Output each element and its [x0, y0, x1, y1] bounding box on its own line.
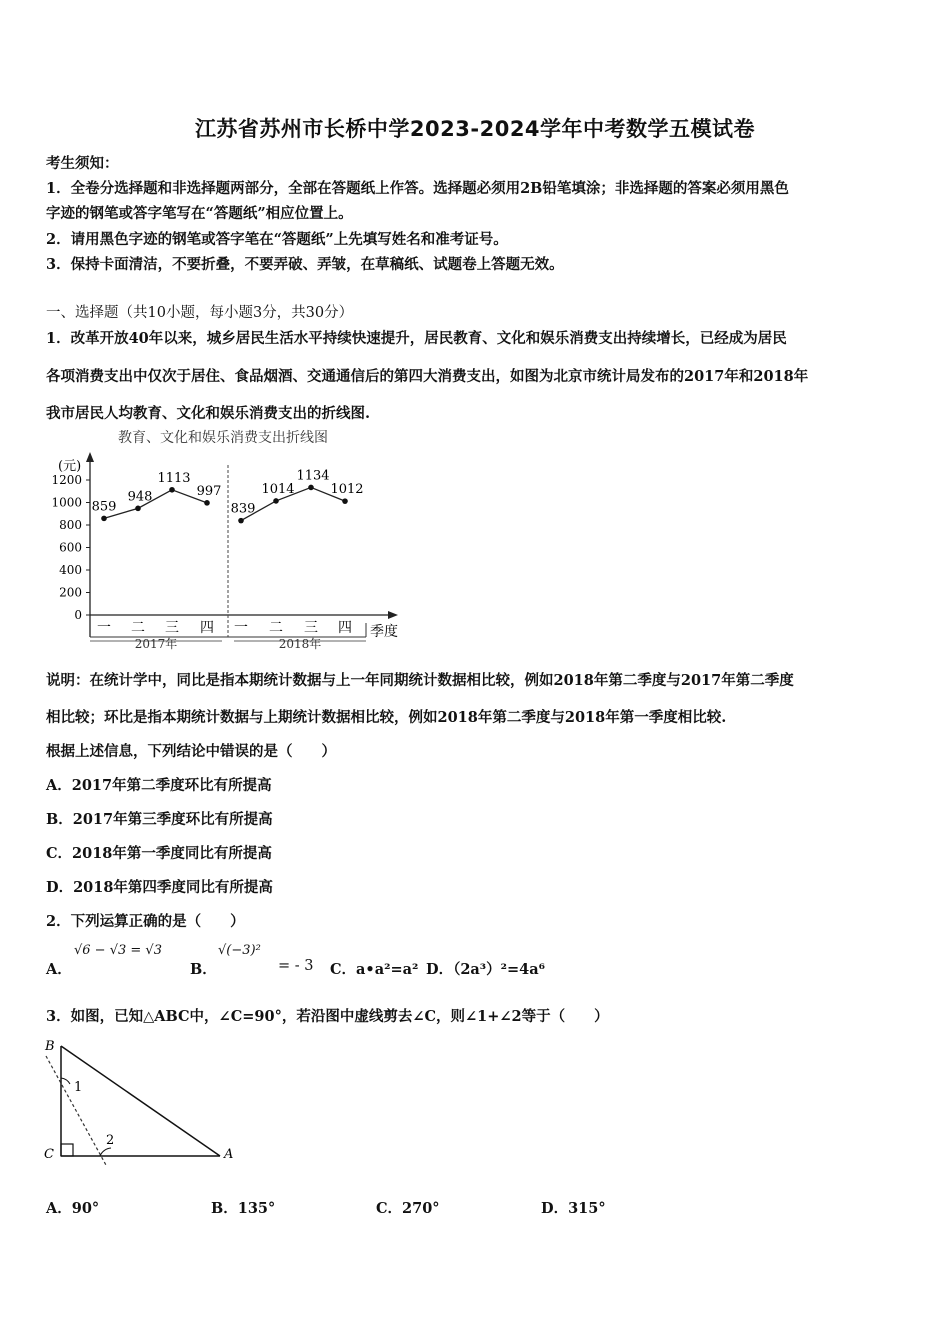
angle-1-label: 1 [74, 1080, 83, 1095]
angle-2-arc [100, 1148, 111, 1156]
x-category-8: 四 [338, 620, 352, 636]
y-tick-label-600: 600 [59, 540, 82, 555]
data-point-2018年-4 [342, 498, 348, 504]
angle-1-arc [61, 1078, 70, 1084]
side-ab [61, 1046, 220, 1156]
q3-option-a[interactable]: A．90° [46, 1200, 100, 1217]
notice-line-1a: 1．全卷分选择题和非选择题两部分，全部在答题纸上作答。选择题必须用2B铅笔填涂；非选择题的答案必须用黑色 [46, 180, 789, 197]
data-point-2017年-1 [101, 516, 107, 522]
triangle-figure [40, 1036, 245, 1166]
x-category-5: 一 [234, 620, 248, 636]
data-point-2017年-2 [135, 506, 141, 512]
series-line-2017年 [104, 490, 207, 519]
q1-line-2: 各项消费支出中仅次于居住、食品烟酒、交通通信后的第四大消费支出，如图为北京市统计局发布的2017年和2018年 [46, 368, 809, 385]
q1-option-d[interactable]: D．2018年第四季度同比有所提高 [46, 879, 273, 896]
q2-option-a-label[interactable]: A． [46, 961, 72, 978]
x-category-3: 三 [165, 620, 179, 636]
q2-option-c[interactable]: C．a•a²=a² [330, 961, 419, 978]
q2-option-b-rest: = - 3 [278, 958, 314, 974]
notice-line-3: 3．保持卡面清洁，不要折叠，不要弄破、弄皱，在草稿纸、试题卷上答题无效。 [46, 256, 564, 273]
data-point-2017年-4 [204, 500, 210, 506]
page-title: 江苏省苏州市长桥中学2023-2024学年中考数学五模试卷 [194, 117, 756, 141]
q2-stem: 2．下列运算正确的是（ ） [46, 913, 245, 930]
data-label-2017年-2: 948 [127, 489, 153, 505]
q3-option-b[interactable]: B．135° [211, 1200, 276, 1217]
q1-line-3: 我市居民人均教育、文化和娱乐消费支出的折线图. [46, 405, 371, 422]
data-label-2018年-3: 1134 [296, 468, 330, 484]
q1-question: 根据上述信息，下列结论中错误的是（ ） [46, 743, 336, 760]
q3-option-d[interactable]: D．315° [541, 1200, 606, 1217]
data-label-2018年-2: 1014 [261, 481, 295, 497]
x-category-6: 二 [269, 620, 283, 636]
y-axis-label: (元) [58, 459, 82, 474]
y-tick-label-1000: 1000 [51, 495, 82, 510]
chart-title: 教育、文化和娱乐消费支出折线图 [118, 430, 328, 446]
data-label-2017年-4: 997 [196, 483, 222, 499]
x-category-7: 三 [304, 620, 318, 636]
x-category-1: 一 [97, 620, 111, 636]
vertex-a-label: A [224, 1147, 234, 1162]
q2-option-b-expr: √(−3)² [218, 943, 261, 958]
q1-option-c[interactable]: C．2018年第一季度同比有所提高 [46, 845, 272, 862]
q3-option-c[interactable]: C．270° [376, 1200, 440, 1217]
right-angle-mark [61, 1144, 73, 1156]
q3-stem: 3．如图，已知△ABC中，∠C=90°，若沿图中虚线剪去∠C，则∠1+∠2等于（ ） [46, 1008, 609, 1025]
line-chart [40, 425, 420, 650]
q1-line-1: 1．改革开放40年以来，城乡居民生活水平持续快速提升，居民教育、文化和娱乐消费支出持续增长，已经成为居民 [46, 330, 787, 347]
x-axis-label: 季度 [370, 624, 398, 640]
y-tick-label-400: 400 [59, 563, 82, 577]
data-point-2017年-3 [169, 487, 175, 493]
y-axis-arrow [86, 452, 94, 462]
data-label-2017年-1: 859 [91, 499, 117, 515]
group-label-2018: 2018年 [278, 637, 322, 650]
x-category-2: 二 [131, 620, 145, 636]
y-tick-label-0: 0 [74, 608, 82, 622]
data-label-2018年-1: 839 [230, 501, 256, 517]
data-point-2018年-3 [308, 485, 314, 491]
x-category-4: 四 [200, 620, 214, 636]
data-label-2017年-3: 1113 [157, 470, 191, 486]
q1-option-b[interactable]: B．2017年第三季度环比有所提高 [46, 811, 273, 828]
data-point-2018年-2 [273, 498, 279, 504]
section-heading: 一、选择题（共10小题，每小题3分，共30分） [46, 305, 354, 321]
notice-heading: 考生须知： [46, 155, 119, 172]
angle-2-label: 2 [106, 1133, 115, 1148]
data-label-2018年-4: 1012 [330, 482, 364, 498]
x-axis-arrow [388, 611, 398, 619]
q1-explain-2: 相比较；环比是指本期统计数据与上期统计数据相比较，例如2018年第二季度与2018年第一季度相比较. [46, 709, 727, 726]
q2-option-d[interactable]: D．（2a³）²=4a⁶ [426, 961, 545, 978]
group-label-2017: 2017年 [134, 637, 178, 650]
vertex-b-label: B [45, 1039, 55, 1054]
y-tick-label-1200: 1200 [51, 473, 82, 487]
data-point-2018年-1 [238, 518, 244, 524]
q1-option-a[interactable]: A．2017年第二季度环比有所提高 [46, 777, 272, 794]
y-tick-label-800: 800 [59, 518, 82, 532]
vertex-c-label: C [44, 1147, 54, 1162]
notice-line-1b: 字迹的钢笔或答字笔写在“答题纸”相应位置上。 [46, 205, 353, 222]
q2-option-b-label[interactable]: B． [190, 961, 217, 978]
q2-option-a-expr: √6 − √3 = √3 [74, 943, 162, 958]
cut-line [46, 1056, 115, 1166]
q1-explain-1: 说明：在统计学中，同比是指本期统计数据与上一年同期统计数据相比较，例如2018年第二季度与2017年第二季度 [46, 672, 794, 689]
y-tick-label-200: 200 [59, 585, 82, 600]
notice-line-2: 2．请用黑色字迹的钢笔或答字笔在“答题纸”上先填写姓名和准考证号。 [46, 231, 508, 248]
